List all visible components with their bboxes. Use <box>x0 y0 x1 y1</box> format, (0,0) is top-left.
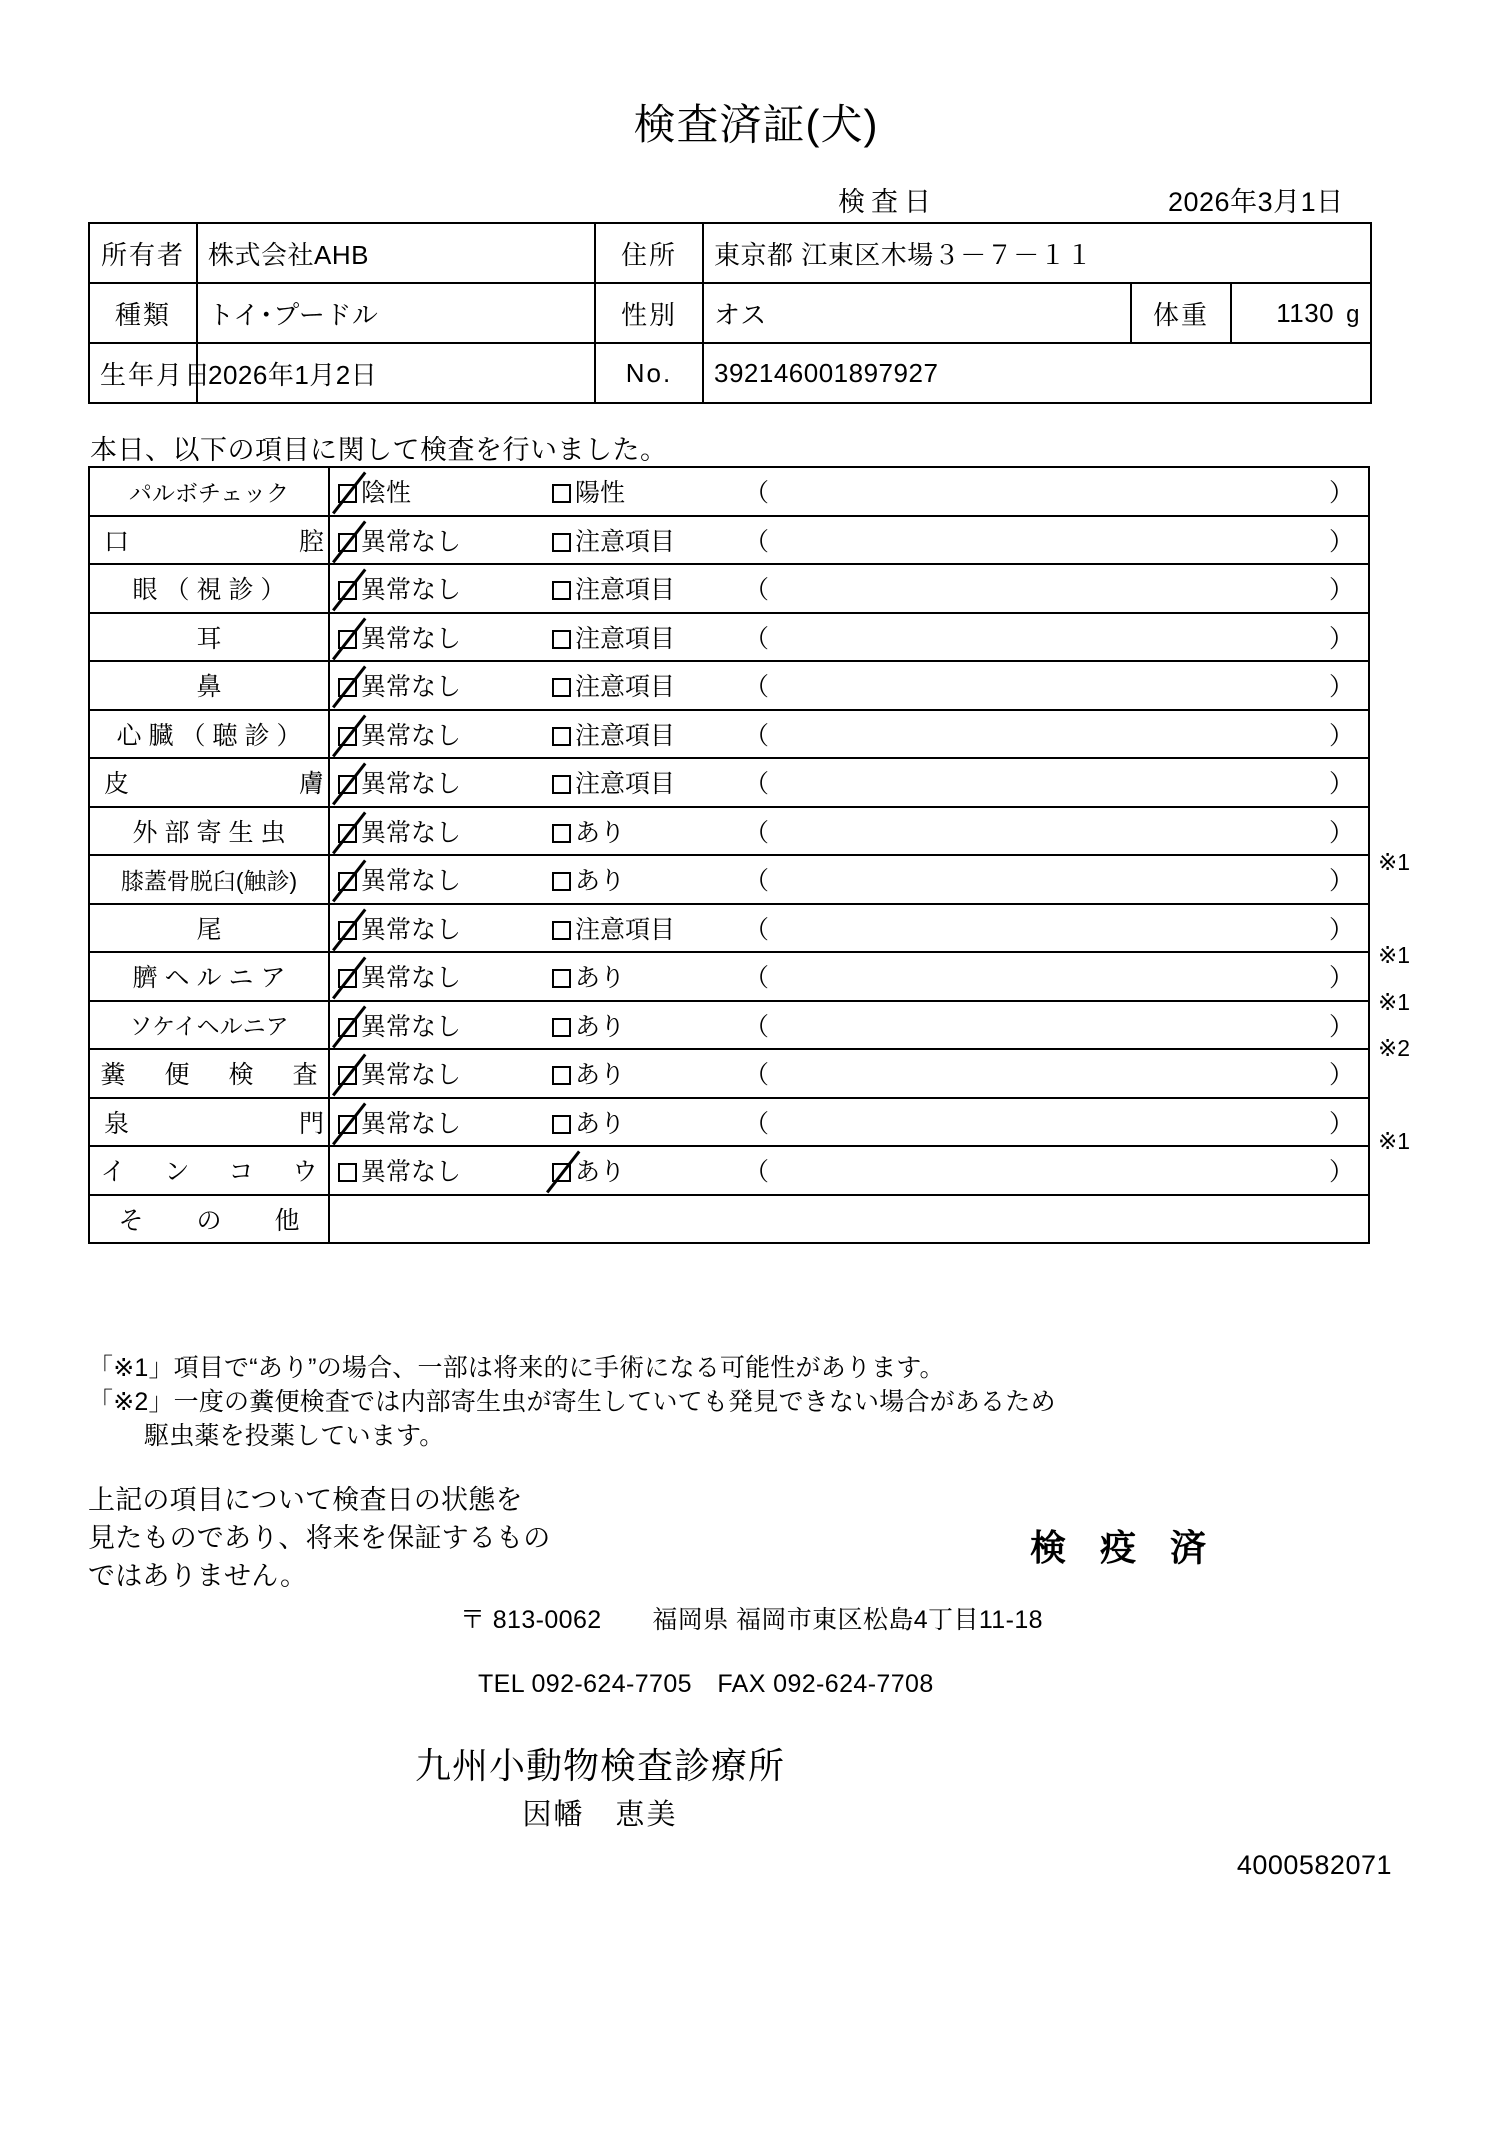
checkbox-icon[interactable] <box>338 484 357 503</box>
inspection-date-value: 2026年3月1日 <box>1168 187 1344 217</box>
exam-option-1-label: 異常なし <box>361 1158 462 1187</box>
exam-note-marker: ※2 <box>1378 1035 1411 1061</box>
remark-paren-close: ） <box>1328 576 1354 605</box>
weight-unit: g <box>1346 300 1360 328</box>
exam-option-2-label: 注意項目 <box>575 721 676 750</box>
exam-option-2-label: 注意項目 <box>575 527 676 556</box>
checkbox-icon[interactable] <box>338 969 357 988</box>
remark-paren-close: ） <box>1328 818 1354 847</box>
quarantine-stamp: 検 疫 済 <box>1030 1527 1219 1568</box>
clinic-name: 九州小動物検査診療所 <box>414 1745 785 1786</box>
checkbox-icon[interactable] <box>338 581 357 600</box>
exam-item-label: 泉 門 <box>89 1098 329 1147</box>
exam-option-2-label: あり <box>575 1158 626 1187</box>
checkbox-icon[interactable] <box>338 921 357 940</box>
exam-row <box>89 1146 1369 1195</box>
checkbox-icon[interactable] <box>552 921 571 940</box>
exam-option-2[interactable] <box>552 1055 625 1091</box>
exam-option-2-label: あり <box>575 1061 626 1090</box>
exam-option-1-label: 異常なし <box>361 527 462 556</box>
exam-option-1[interactable] <box>338 1152 461 1188</box>
microchip-no-label: No. <box>595 343 703 403</box>
exam-option-2[interactable] <box>552 522 675 558</box>
exam-option-2-label: 注意項目 <box>575 624 676 653</box>
exam-options-cell <box>329 1001 1369 1050</box>
exam-option-1[interactable] <box>338 716 461 752</box>
exam-item-label: 口 腔 <box>89 516 329 565</box>
checkbox-icon[interactable] <box>552 824 571 843</box>
exam-option-2[interactable] <box>552 1007 625 1043</box>
checkbox-icon[interactable] <box>552 1115 571 1134</box>
exam-option-2[interactable] <box>552 958 625 994</box>
checkbox-icon[interactable] <box>552 1163 571 1182</box>
exam-option-1-label: 異常なし <box>361 915 462 944</box>
table-row <box>89 223 1371 283</box>
exam-item-label: 尾 <box>89 904 329 953</box>
checkbox-icon[interactable] <box>338 775 357 794</box>
exam-options-cell <box>329 1049 1369 1098</box>
footnotes <box>88 1352 1056 1453</box>
remark-paren-open: （ <box>744 770 770 799</box>
page-title: 検査済証(犬) <box>633 101 879 148</box>
exam-options-cell <box>329 952 1369 1001</box>
remark-paren-open: （ <box>744 1109 770 1138</box>
exam-option-2-label: あり <box>575 867 626 896</box>
exam-item-label: 眼（視診） <box>89 564 329 613</box>
checkbox-icon[interactable] <box>552 581 571 600</box>
owner-label: 所有者 <box>89 223 197 283</box>
remark-paren-close: ） <box>1328 479 1354 508</box>
checkbox-icon[interactable] <box>552 533 571 552</box>
remark-paren-open: （ <box>744 576 770 605</box>
sex-value: オス <box>703 283 1131 343</box>
exam-option-1[interactable] <box>338 1104 461 1140</box>
birth-value: 2026年1月2日 <box>197 343 595 403</box>
remark-paren-open: （ <box>744 867 770 896</box>
exam-option-1[interactable] <box>338 667 461 703</box>
exam-note-marker: ※1 <box>1378 942 1411 968</box>
exam-option-1[interactable] <box>338 1055 461 1091</box>
exam-option-1[interactable] <box>338 1007 461 1043</box>
exam-option-1[interactable] <box>338 764 461 800</box>
exam-options-cell <box>329 855 1369 904</box>
exam-option-1-label: 異常なし <box>361 867 462 896</box>
exam-options-cell <box>329 613 1369 662</box>
checkbox-icon[interactable] <box>552 1018 571 1037</box>
footnote-2: 「※2」一度の糞便検査では内部寄生虫が寄生していても発見できない場合があるため <box>88 1387 1056 1416</box>
checkbox-icon[interactable] <box>338 872 357 891</box>
exam-option-1[interactable] <box>338 958 461 994</box>
checkbox-icon[interactable] <box>338 824 357 843</box>
exam-option-2[interactable] <box>552 667 675 703</box>
exam-note-marker: ※1 <box>1378 849 1411 875</box>
remark-paren-close: ） <box>1328 867 1354 896</box>
checkbox-icon[interactable] <box>338 533 357 552</box>
exam-item-label: 皮 膚 <box>89 758 329 807</box>
exam-options-cell <box>329 904 1369 953</box>
exam-option-1[interactable] <box>338 910 461 946</box>
microchip-no-value: 392146001897927 <box>703 343 1371 403</box>
exam-option-2-label: 注意項目 <box>575 576 676 605</box>
weight-label: 体重 <box>1131 283 1231 343</box>
exam-options-cell <box>329 516 1369 565</box>
address-value: 東京都 江東区木場３－７－１１ <box>703 223 1371 283</box>
exam-row <box>89 564 1369 613</box>
exam-row <box>89 1001 1369 1050</box>
exam-option-2[interactable] <box>552 570 675 606</box>
checkbox-icon[interactable] <box>552 484 571 503</box>
birth-label: 生年月日 <box>89 343 197 403</box>
breed-label: 種類 <box>89 283 197 343</box>
remark-paren-close: ） <box>1328 624 1354 653</box>
table-row <box>89 283 1371 343</box>
exam-row <box>89 1049 1369 1098</box>
remark-paren-close: ） <box>1328 1158 1354 1187</box>
exam-option-1-label: 陰性 <box>361 479 412 508</box>
remark-paren-close: ） <box>1328 1109 1354 1138</box>
exam-option-1[interactable] <box>338 861 461 897</box>
checkbox-icon[interactable] <box>338 630 357 649</box>
exam-option-2-label: 注意項目 <box>575 770 676 799</box>
remark-paren-open: （ <box>744 1061 770 1090</box>
exam-options-cell <box>329 467 1369 516</box>
exam-item-label: パルボチェック <box>89 467 329 516</box>
exam-option-2[interactable] <box>552 764 675 800</box>
inspection-date-label: 検査日 <box>838 187 937 217</box>
exam-options-cell <box>329 564 1369 613</box>
checkbox-icon[interactable] <box>338 1066 357 1085</box>
exam-row <box>89 661 1369 710</box>
exam-item-label: 外部寄生虫 <box>89 807 329 856</box>
exam-item-label: 臍ヘルニア <box>89 952 329 1001</box>
exam-option-2[interactable] <box>552 813 625 849</box>
sex-label: 性別 <box>595 283 703 343</box>
checkbox-icon[interactable] <box>552 630 571 649</box>
document-id: 4000582071 <box>1236 1850 1392 1880</box>
exam-item-label: 耳 <box>89 613 329 662</box>
exam-option-2-label: 陽性 <box>575 479 626 508</box>
doctor-name: 因幡 恵美 <box>522 1799 678 1831</box>
exam-row <box>89 613 1369 662</box>
exam-row <box>89 1098 1369 1147</box>
exam-option-2-label: 注意項目 <box>575 915 676 944</box>
exam-option-1[interactable] <box>338 473 411 509</box>
remark-paren-open: （ <box>744 673 770 702</box>
exam-row <box>89 855 1369 904</box>
remark-paren-close: ） <box>1328 673 1354 702</box>
exam-options-cell <box>329 758 1369 807</box>
exam-item-label: ソケイヘルニア <box>89 1001 329 1050</box>
disclaimer-line-1: 上記の項目について検査日の状態を <box>88 1485 523 1515</box>
remark-paren-open: （ <box>744 1012 770 1041</box>
exam-option-2[interactable] <box>552 1152 625 1188</box>
remark-paren-close: ） <box>1328 1061 1354 1090</box>
exam-option-2[interactable] <box>552 910 675 946</box>
disclaimer-line-3: ではありません。 <box>88 1560 308 1591</box>
remark-paren-open: （ <box>744 1158 770 1187</box>
exam-row-other <box>89 1195 1369 1244</box>
exam-other-value[interactable] <box>329 1195 1369 1244</box>
address-label: 住所 <box>595 223 703 283</box>
exam-option-1[interactable] <box>338 813 461 849</box>
footnote-3: 駆虫薬を投薬しています。 <box>144 1421 445 1450</box>
exam-option-2[interactable] <box>552 716 675 752</box>
weight-value-cell <box>1231 283 1371 343</box>
exam-items-table <box>88 466 1370 1244</box>
weight-value: 1130 <box>1276 297 1335 328</box>
exam-options-cell <box>329 1098 1369 1147</box>
checkbox-icon[interactable] <box>552 678 571 697</box>
exam-options-cell <box>329 1146 1369 1195</box>
remark-paren-open: （ <box>744 527 770 556</box>
table-row <box>89 343 1371 403</box>
exam-option-1-label: 異常なし <box>361 1109 462 1138</box>
exam-option-2[interactable] <box>552 861 625 897</box>
remark-paren-open: （ <box>744 624 770 653</box>
checkbox-icon[interactable] <box>338 678 357 697</box>
checkbox-icon[interactable] <box>338 1018 357 1037</box>
exam-option-2-label: あり <box>575 964 626 993</box>
exam-option-1[interactable] <box>338 570 461 606</box>
disclaimer <box>88 1482 550 1595</box>
remark-paren-open: （ <box>744 721 770 750</box>
breed-value: トイ･プードル <box>197 283 595 343</box>
exam-note-marker: ※1 <box>1378 1128 1411 1154</box>
checkbox-icon[interactable] <box>552 775 571 794</box>
exam-row <box>89 467 1369 516</box>
checkbox-icon[interactable] <box>552 727 571 746</box>
intro-text: 本日、以下の項目に関して検査を行いました。 <box>90 435 668 465</box>
exam-option-2-label: あり <box>575 818 626 847</box>
exam-option-1-label: 異常なし <box>361 1061 462 1090</box>
exam-item-label: 心臓（聴診） <box>89 710 329 759</box>
exam-option-1[interactable] <box>338 619 461 655</box>
remark-paren-close: ） <box>1328 527 1354 556</box>
exam-options-cell <box>329 710 1369 759</box>
exam-row <box>89 952 1369 1001</box>
exam-options-cell <box>329 661 1369 710</box>
clinic-telephone: TEL 092-624-7705 FAX 092-624-7708 <box>478 1670 934 1698</box>
exam-option-2[interactable] <box>552 473 625 509</box>
exam-row <box>89 758 1369 807</box>
remark-paren-close: ） <box>1328 721 1354 750</box>
remark-paren-close: ） <box>1328 964 1354 993</box>
footnote-1: 「※1」項目で“あり”の場合、一部は将来的に手術になる可能性があります。 <box>88 1354 945 1382</box>
checkbox-icon[interactable] <box>552 872 571 891</box>
exam-options-cell <box>329 807 1369 856</box>
remark-paren-open: （ <box>744 818 770 847</box>
exam-option-1[interactable] <box>338 522 461 558</box>
animal-info-table <box>88 222 1372 404</box>
remark-paren-close: ） <box>1328 915 1354 944</box>
exam-option-1-label: 異常なし <box>361 964 462 993</box>
exam-item-label: 膝蓋骨脱臼(触診) <box>89 855 329 904</box>
remark-paren-open: （ <box>744 479 770 508</box>
remark-paren-close: ） <box>1328 770 1354 799</box>
exam-row <box>89 516 1369 565</box>
exam-row <box>89 710 1369 759</box>
remark-paren-open: （ <box>744 964 770 993</box>
checkbox-icon[interactable] <box>338 1115 357 1134</box>
exam-other-label: そ の 他 <box>89 1195 329 1244</box>
checkbox-icon[interactable] <box>552 1066 571 1085</box>
remark-paren-close: ） <box>1328 1012 1354 1041</box>
checkbox-icon[interactable] <box>338 727 357 746</box>
exam-item-label: 糞 便 検 査 <box>89 1049 329 1098</box>
exam-option-1-label: 異常なし <box>361 673 462 702</box>
exam-option-2-label: 注意項目 <box>575 673 676 702</box>
exam-item-label: イ ン コ ウ <box>89 1146 329 1195</box>
exam-option-1-label: 異常なし <box>361 576 462 605</box>
exam-option-2[interactable] <box>552 619 675 655</box>
exam-option-1-label: 異常なし <box>361 721 462 750</box>
exam-option-1-label: 異常なし <box>361 624 462 653</box>
exam-row <box>89 904 1369 953</box>
checkbox-icon[interactable] <box>552 969 571 988</box>
exam-row <box>89 807 1369 856</box>
exam-option-2-label: あり <box>575 1109 626 1138</box>
exam-option-2[interactable] <box>552 1104 625 1140</box>
exam-option-1-label: 異常なし <box>361 770 462 799</box>
exam-item-label: 鼻 <box>89 661 329 710</box>
checkbox-icon[interactable] <box>338 1163 357 1182</box>
clinic-address: 〒 813-0062 福岡県 福岡市東区松島4丁目11-18 <box>460 1606 1043 1634</box>
exam-option-2-label: あり <box>575 1012 626 1041</box>
disclaimer-line-2: 見たものであり、将来を保証するもの <box>88 1522 551 1553</box>
exam-option-1-label: 異常なし <box>361 1012 462 1041</box>
exam-option-1-label: 異常なし <box>361 818 462 847</box>
remark-paren-open: （ <box>744 915 770 944</box>
owner-value: 株式会社AHB <box>197 223 595 283</box>
exam-note-marker: ※1 <box>1378 988 1411 1015</box>
